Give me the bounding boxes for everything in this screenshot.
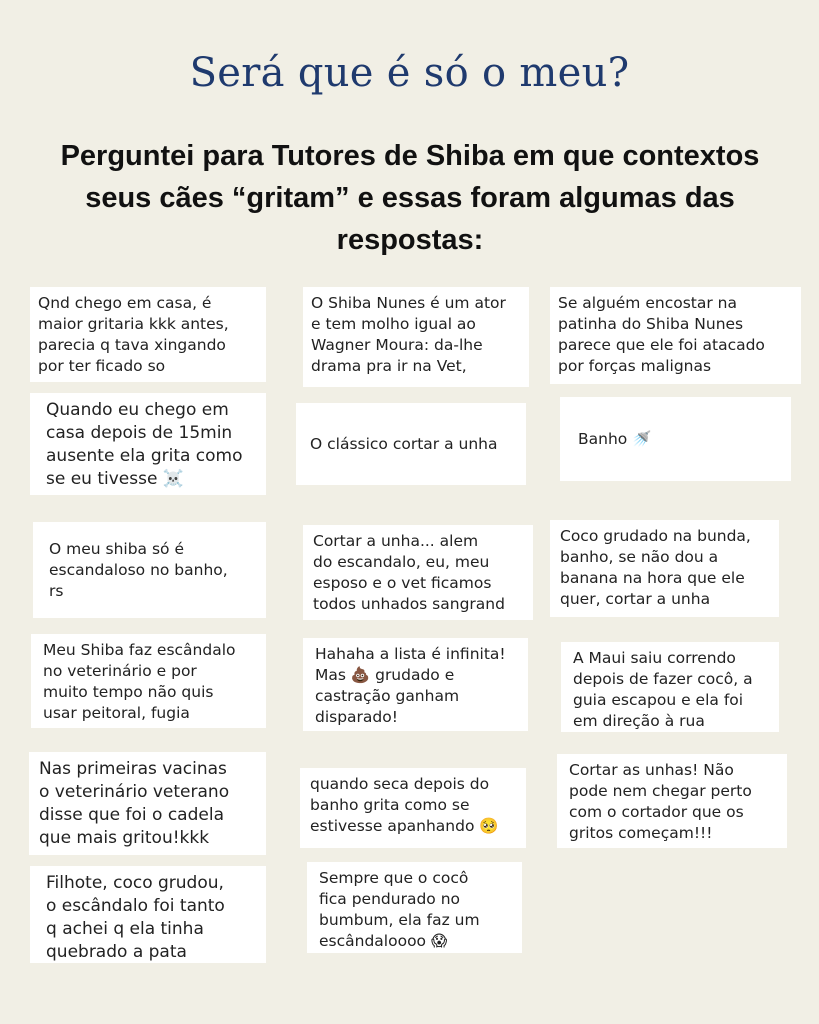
response-card: Filhote, coco grudou, o escândalo foi tanto q achei q ela tinha quebrado a pata	[30, 866, 266, 963]
response-card: quando seca depois do banho grita como se estivesse apanhando 🥺	[300, 768, 526, 848]
response-card: Coco grudado na bunda, banho, se não dou a banana na hora que ele quer, cortar a unha	[550, 520, 779, 617]
response-card: Meu Shiba faz escândalo no veterinário e por muito tempo não quis usar peitoral, fugia	[31, 634, 266, 728]
response-card: Hahaha a lista é infinita! Mas 💩 grudado e castração ganham disparado!	[303, 638, 528, 731]
response-card: Qnd chego em casa, é maior gritaria kkk antes, parecia q tava xingando por ter ficado so	[30, 287, 266, 382]
page-title: Será que é só o meu?	[189, 50, 630, 96]
page-subtitle: Perguntei para Tutores de Shiba em que contextos seus cães “gritam” e essas foram algumas das respostas:	[60, 140, 760, 256]
response-card: A Maui saiu correndo depois de fazer cocô, a guia escapou e ela foi em direção à rua	[561, 642, 779, 732]
response-card: Cortar as unhas! Não pode nem chegar perto com o cortador que os gritos começam!!!	[557, 754, 787, 848]
response-card: Quando eu chego em casa depois de 15min ausente ela grita como se eu tivesse ☠️	[30, 393, 266, 495]
response-card: O meu shiba só é escandaloso no banho, rs	[33, 522, 266, 618]
response-card: Se alguém encostar na patinha do Shiba Nunes parece que ele foi atacado por forças malignas	[550, 287, 801, 384]
response-card: Sempre que o cocô fica pendurado no bumbum, ela faz um escândaloooo 😱	[307, 862, 522, 953]
response-card: O Shiba Nunes é um ator e tem molho igual ao Wagner Moura: da-lhe drama pra ir na Vet,	[303, 287, 529, 387]
response-card: Nas primeiras vacinas o veterinário veterano disse que foi o cadela que mais gritou!kkk	[29, 752, 266, 855]
response-card: O clássico cortar a unha	[296, 403, 526, 485]
response-card: Banho 🚿	[560, 397, 791, 481]
response-card: Cortar a unha... alem do escandalo, eu, meu esposo e o vet ficamos todos unhados sangrand	[303, 525, 533, 620]
